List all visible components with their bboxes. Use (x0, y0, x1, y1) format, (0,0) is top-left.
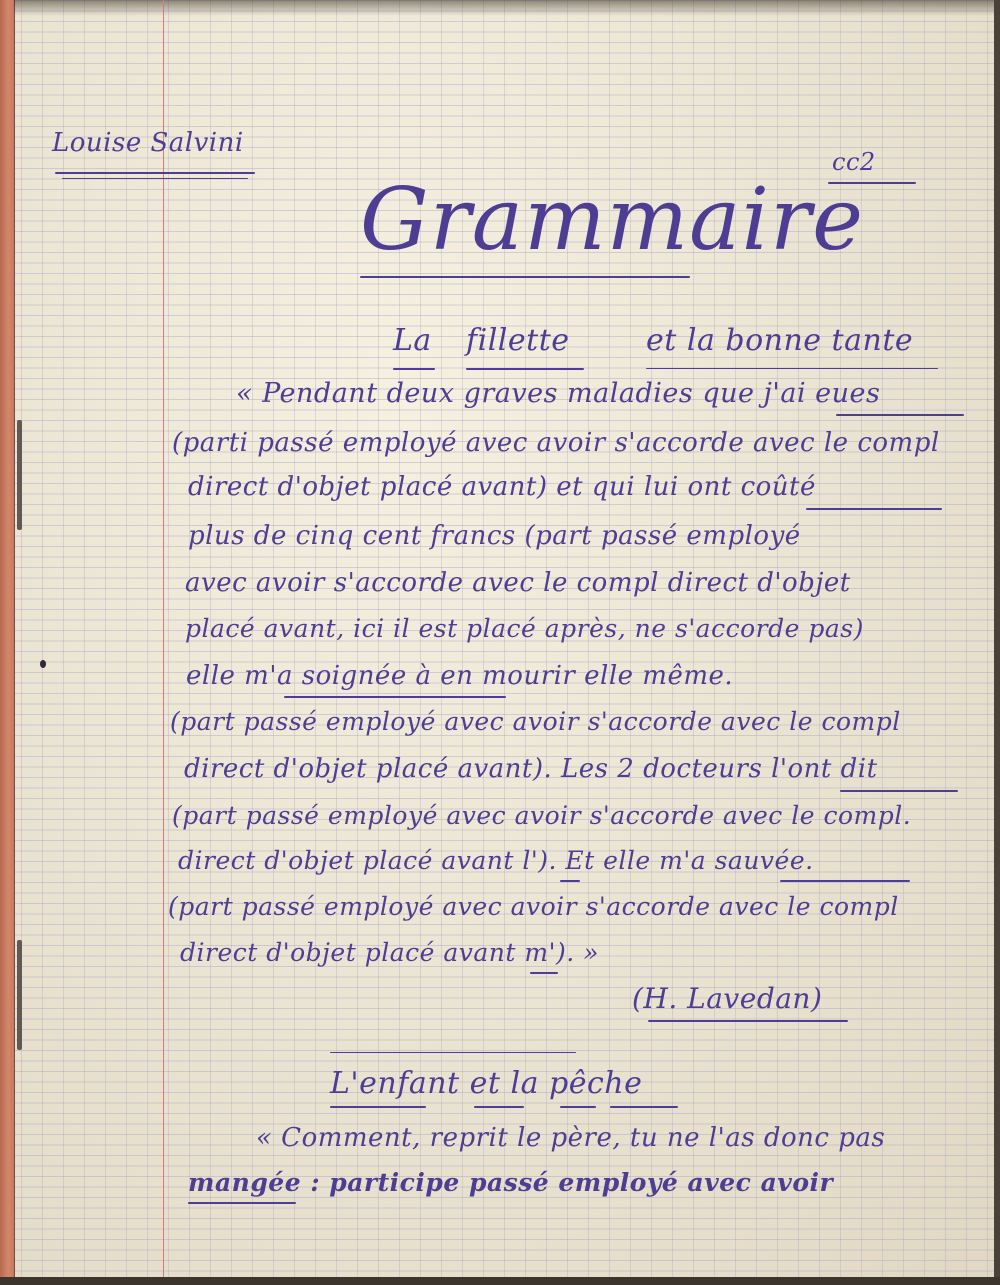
ink-spot (40, 660, 46, 668)
ma-sauvee-underline (780, 880, 910, 882)
section1-line: placé avant, ici il est placé après, ne s'accorde pas) (185, 614, 864, 643)
l-underline (560, 880, 580, 882)
section1-line: direct d'objet placé avant m'). » (180, 938, 599, 967)
heading-la-underline (393, 368, 435, 370)
section1-signature: (H. Lavedan) (632, 982, 823, 1015)
page-bottom-edge (0, 1277, 1000, 1285)
section1-line: avec avoir s'accorde avec le compl direct d'objet (185, 568, 851, 598)
mangee-underline (188, 1202, 296, 1204)
section1-line: « Pendant deux graves maladies que j'ai eues (236, 378, 881, 409)
student-name: Louise Salvini (52, 128, 244, 158)
section1-line: (parti passé employé avec avoir s'accorde avec le compl (172, 428, 940, 458)
jai-eues-underline (836, 414, 964, 416)
section-separator (330, 1052, 576, 1053)
section1-line: plus de cinq cent francs (part passé employé (188, 521, 801, 551)
section2-heading-underline (330, 1106, 426, 1108)
section1-line: direct d'objet placé avant l'). Et elle m'a sauvée. (178, 846, 814, 875)
m-underline (530, 972, 558, 974)
section1-line: (part passé employé avec avoir s'accorde avec le compl (168, 892, 899, 921)
lont-dit-underline (840, 790, 958, 792)
margin-line (163, 0, 164, 1277)
binding-staple (17, 420, 22, 530)
binding-staple (17, 940, 22, 1050)
section2-heading-underline (610, 1106, 678, 1108)
ma-soignee-underline (284, 696, 506, 698)
class-code: cc2 (832, 148, 876, 176)
ont-coute-underline (806, 508, 942, 510)
heading-fillette-underline (466, 368, 584, 370)
section1-line: elle m'a soignée à en mourir elle même. (186, 661, 734, 691)
section1-heading-fillette: fillette (466, 323, 570, 358)
section2-line: mangée : participe passé employé avec avoir (188, 1168, 834, 1197)
section1-line: direct d'objet placé avant). Les 2 docteurs l'ont dit (184, 754, 878, 784)
student-name-underline (55, 172, 255, 174)
student-name-underline (62, 178, 248, 179)
page-title-underline (360, 276, 690, 278)
section1-heading-la: La (393, 323, 432, 358)
section1-heading-rest: et la bonne tante (646, 323, 914, 358)
page-title: Grammaire (360, 170, 864, 270)
section1-line: (part passé employé avec avoir s'accorde avec le compl (170, 707, 901, 736)
section2-heading-underline (474, 1106, 524, 1108)
section2-heading-underline (560, 1106, 596, 1108)
section2-heading: L'enfant et la pêche (330, 1066, 643, 1101)
signature-underline (648, 1020, 848, 1022)
page-top-shadow (14, 0, 1000, 16)
heading-rest-underline (646, 368, 938, 369)
page-right-edge (994, 0, 1000, 1285)
notebook-cover-edge (0, 0, 15, 1285)
section1-line: (part passé employé avec avoir s'accorde avec le compl. (172, 801, 912, 830)
section2-line: « Comment, reprit le père, tu ne l'as donc pas (256, 1123, 886, 1153)
section1-line: direct d'objet placé avant) et qui lui ont coûté (188, 472, 816, 502)
